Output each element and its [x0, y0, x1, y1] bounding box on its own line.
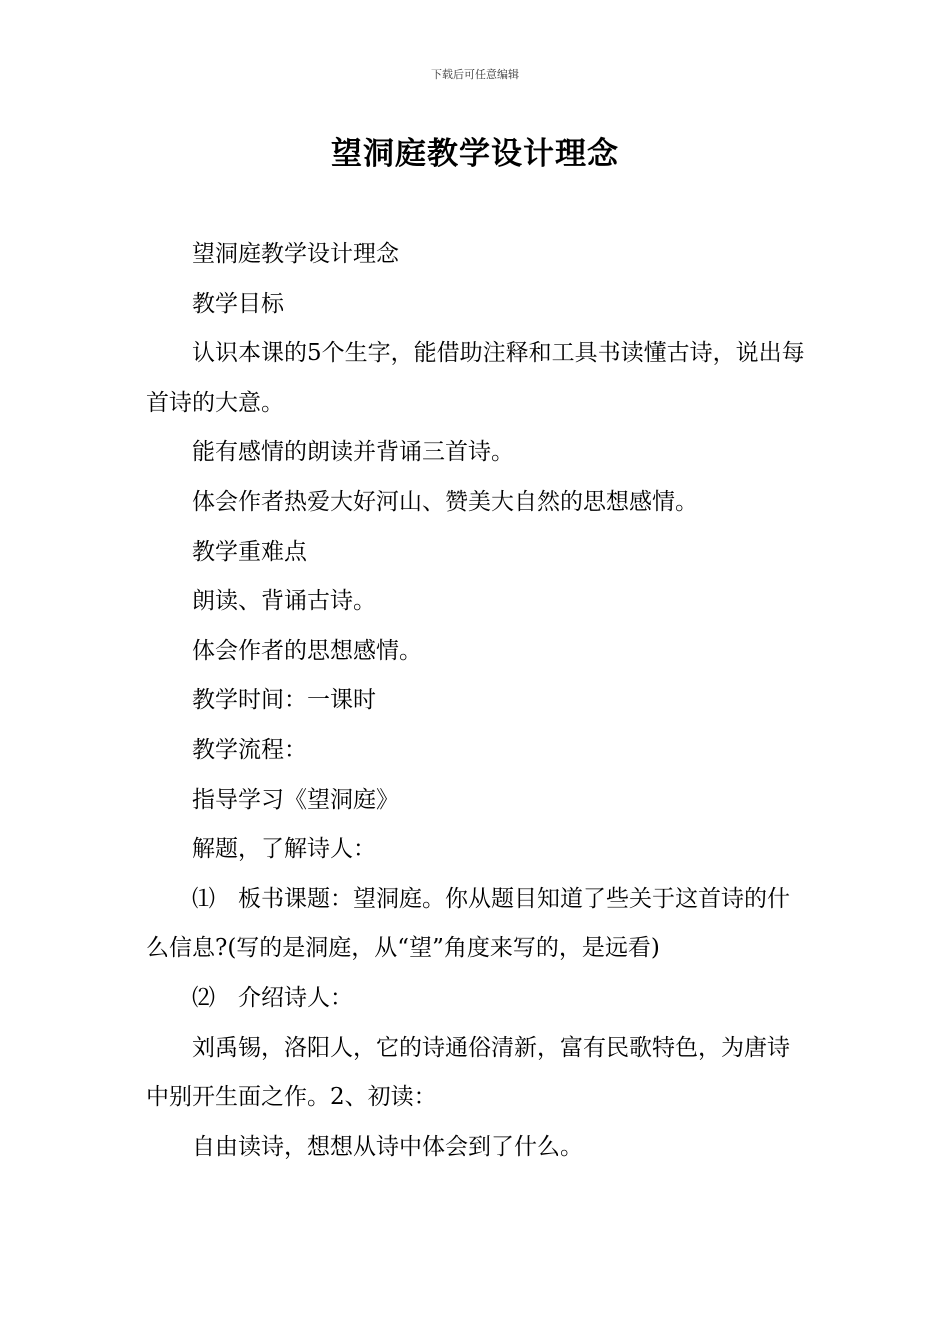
paragraph: 教学流程： [192, 736, 307, 763]
paragraph: 解题，了解诗人： [192, 836, 376, 863]
paragraph: 教学重难点 [192, 538, 307, 565]
paragraph: 认识本课的5个生字，能借助注释和工具书读懂古诗，说出每首诗的大意。 [146, 340, 805, 416]
header-note: 下载后可任意编辑 [431, 68, 519, 81]
paragraph: 望洞庭教学设计理念 [192, 241, 399, 267]
paragraph: 刘禹锡，洛阳人，它的诗通俗清新，富有民歌特色，为唐诗中别开生面之作。2、初读： [146, 1034, 790, 1111]
paragraph: 自由读诗，想想从诗中体会到了什么。 [192, 1133, 583, 1160]
paragraph: ⑵ 介绍诗人： [192, 984, 353, 1011]
paragraph: 教学目标 [192, 290, 284, 317]
document-body [146, 230, 811, 1172]
paragraph: 朗读、背诵古诗。 [192, 588, 376, 615]
paragraph: 能有感情的朗读并背诵三首诗。 [192, 439, 514, 466]
paragraph: 体会作者热爱大好河山、赞美大自然的思想感情。 [192, 488, 698, 515]
paragraph: 指导学习《望洞庭》 [192, 786, 399, 813]
paragraph: 体会作者的思想感情。 [192, 637, 422, 664]
paragraph: ⑴ 板书课题：望洞庭。你从题目知道了些关于这首诗的什么信息?(写的是洞庭，从“望”角度来写的，是远看) [146, 885, 790, 962]
document-title: 望洞庭教学设计理念 [331, 136, 619, 172]
paragraph: 教学时间：一课时 [192, 687, 376, 714]
